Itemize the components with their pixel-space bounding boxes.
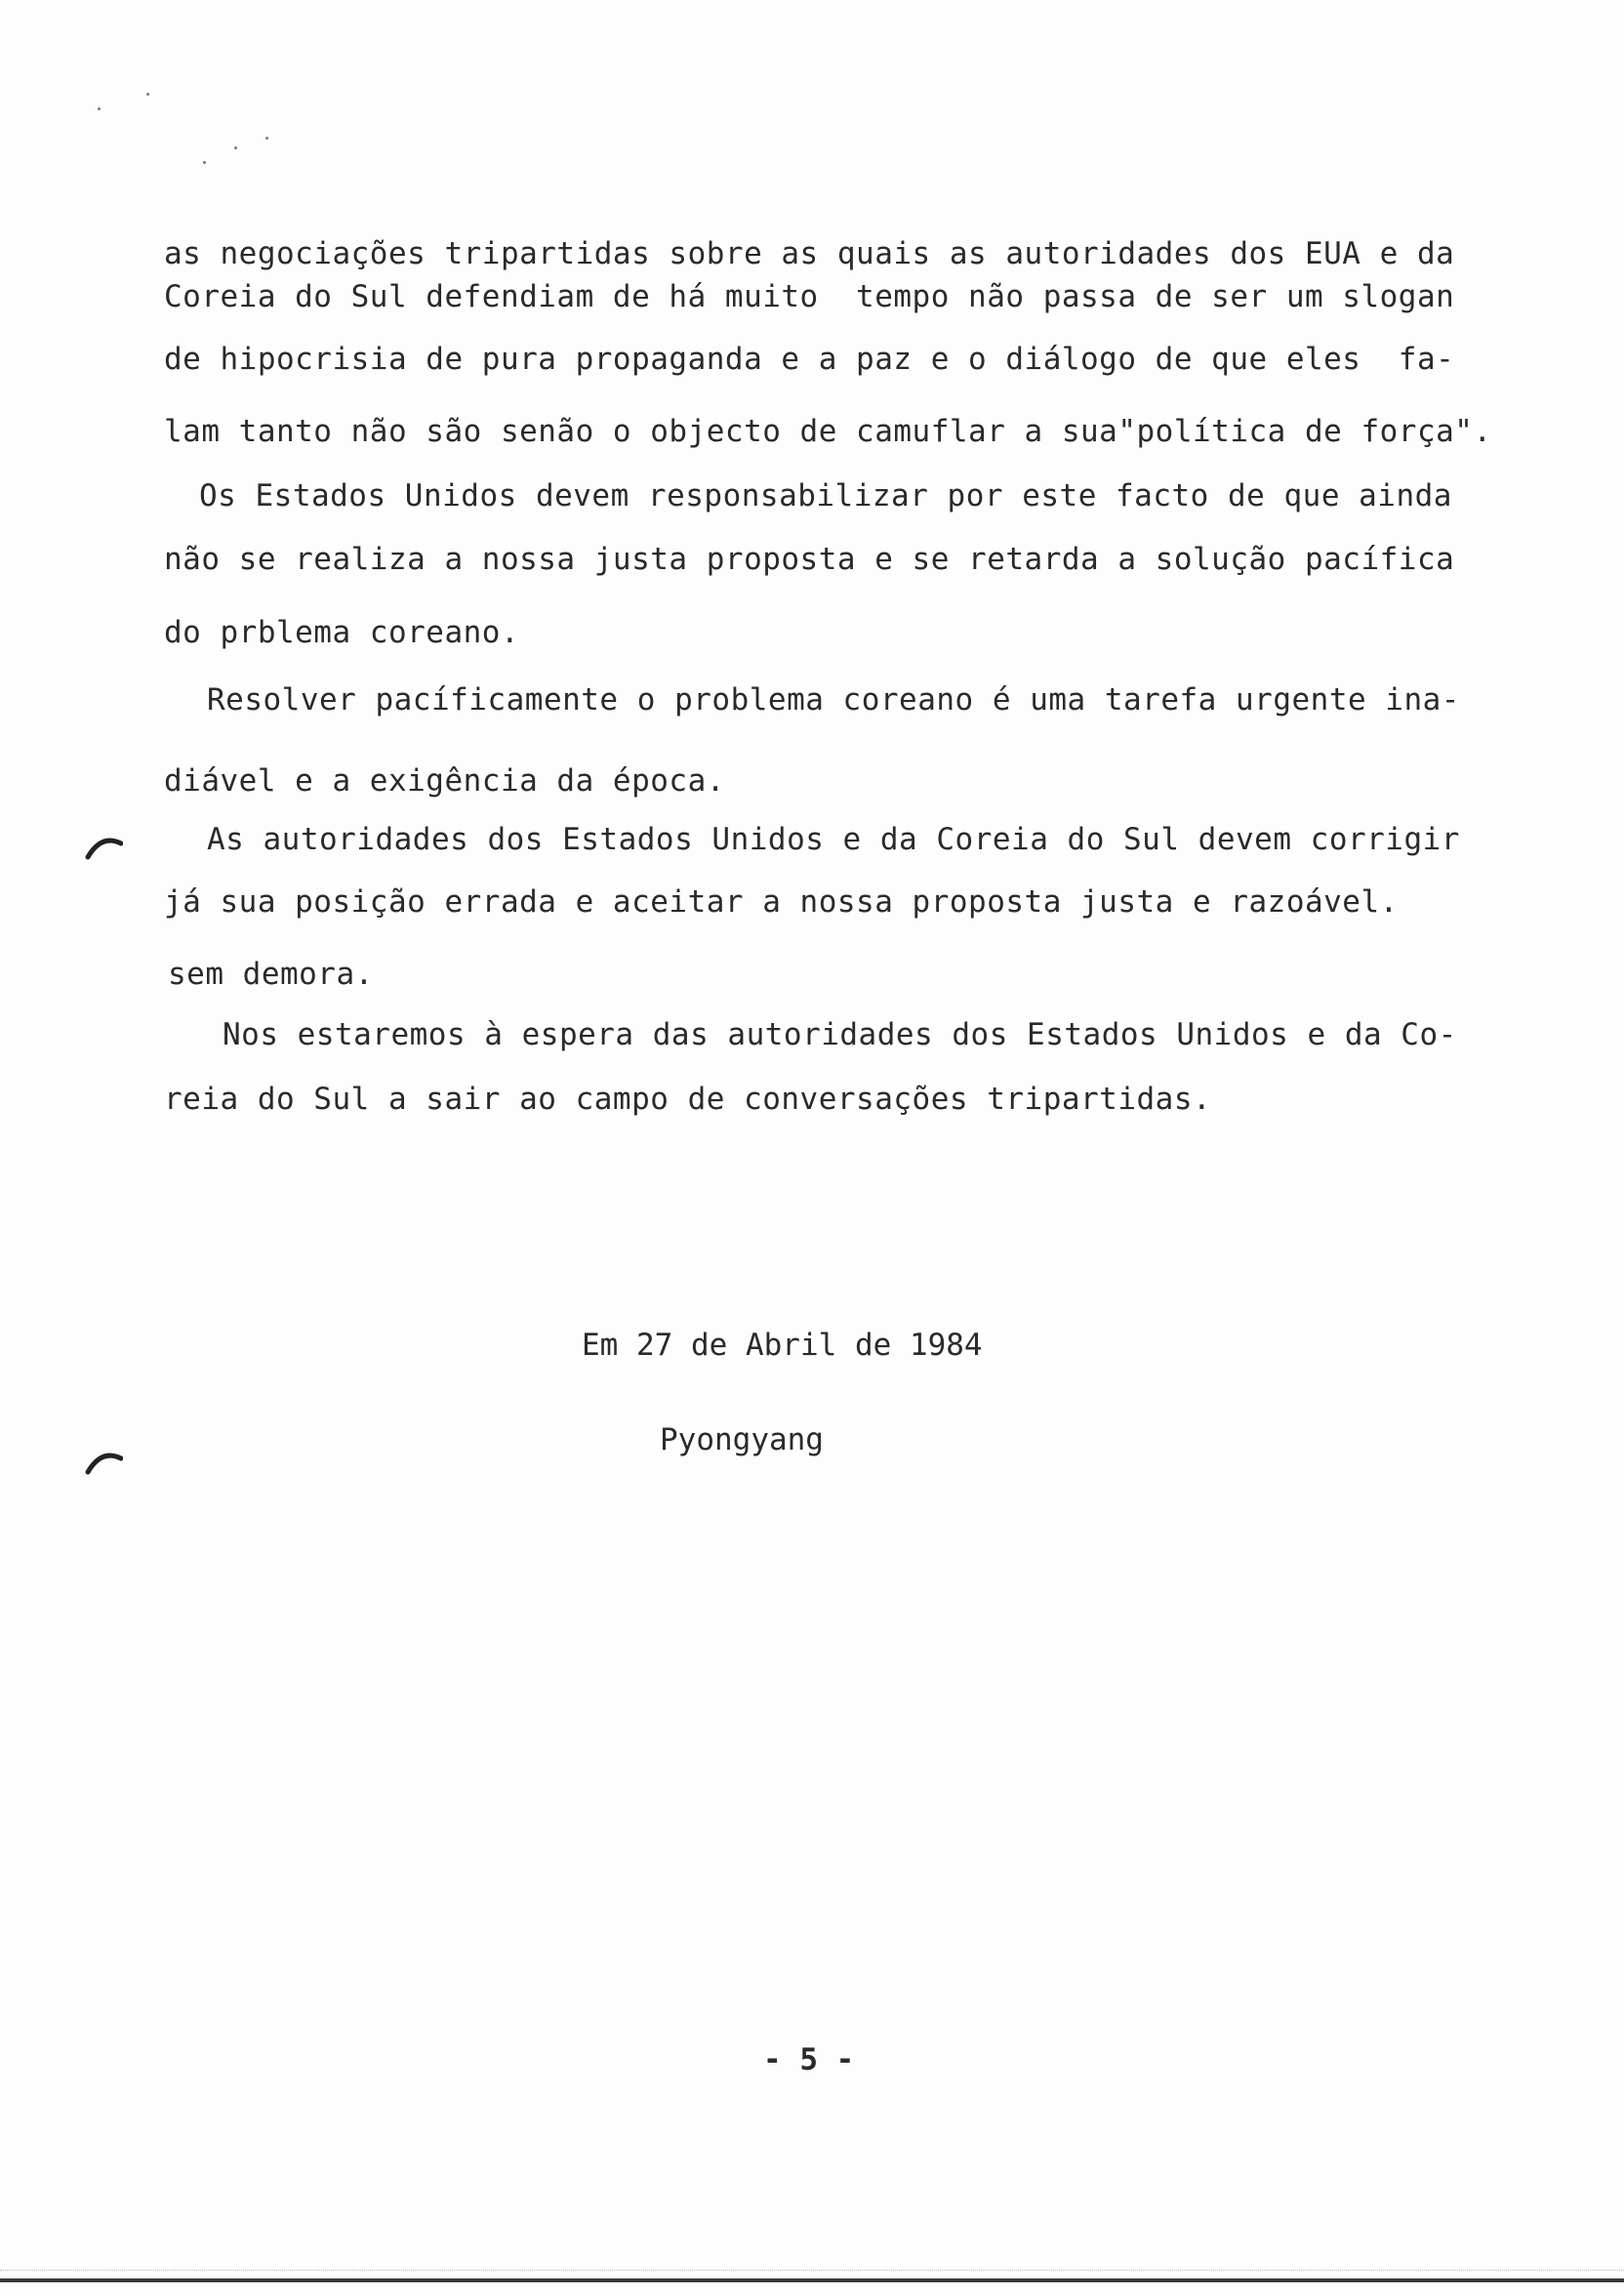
body-text-line: As autoridades dos Estados Unidos e da Coreia do Sul devem corrigir (207, 822, 1460, 857)
scan-speck (265, 137, 268, 140)
body-text-line: diável e a exigência da época. (164, 763, 725, 799)
scan-edge-line (0, 2278, 1624, 2282)
body-text-line: Resolver pacíficamente o problema coreano é uma tarefa urgente ina- (207, 682, 1460, 718)
scan-speck (146, 93, 149, 96)
body-text-line: sem demora. (168, 957, 374, 992)
page-number: - 5 - (763, 2042, 855, 2077)
date-line: Em 27 de Abril de 1984 (582, 1328, 983, 1363)
body-text-line: não se realiza a nossa justa proposta e se retarda a solução pacífica (164, 542, 1455, 577)
punch-hole-mark (84, 1443, 123, 1482)
body-text-line: reia do Sul a sair ao campo de conversações tripartidas. (164, 1082, 1212, 1117)
body-text-line: do prblema coreano. (164, 615, 520, 650)
body-text-line: Os Estados Unidos devem responsabilizar por este facto de que ainda (199, 478, 1452, 513)
scan-edge-faint (0, 2270, 1624, 2272)
body-text-line: as negociações tripartidas sobre as quais as autoridades dos EUA e da (164, 236, 1455, 271)
place-line: Pyongyang (660, 1422, 824, 1457)
scan-speck (234, 146, 237, 149)
body-text-line: Coreia do Sul defendiam de há muito tempo não passa de ser um slogan (164, 279, 1455, 314)
body-text-line: lam tanto não são senão o objecto de camuflar a sua"política de força". (164, 414, 1492, 449)
scan-speck (98, 107, 101, 110)
body-text-line: já sua posição errada e aceitar a nossa proposta justa e razoável. (164, 884, 1399, 920)
body-text-line: de hipocrisia de pura propaganda e a paz e o diálogo de que eles fa- (164, 342, 1455, 377)
punch-hole-mark (84, 828, 123, 867)
scan-speck (203, 161, 206, 164)
body-text-line: Nos estaremos à espera das autoridades dos Estados Unidos e da Co- (223, 1017, 1457, 1052)
